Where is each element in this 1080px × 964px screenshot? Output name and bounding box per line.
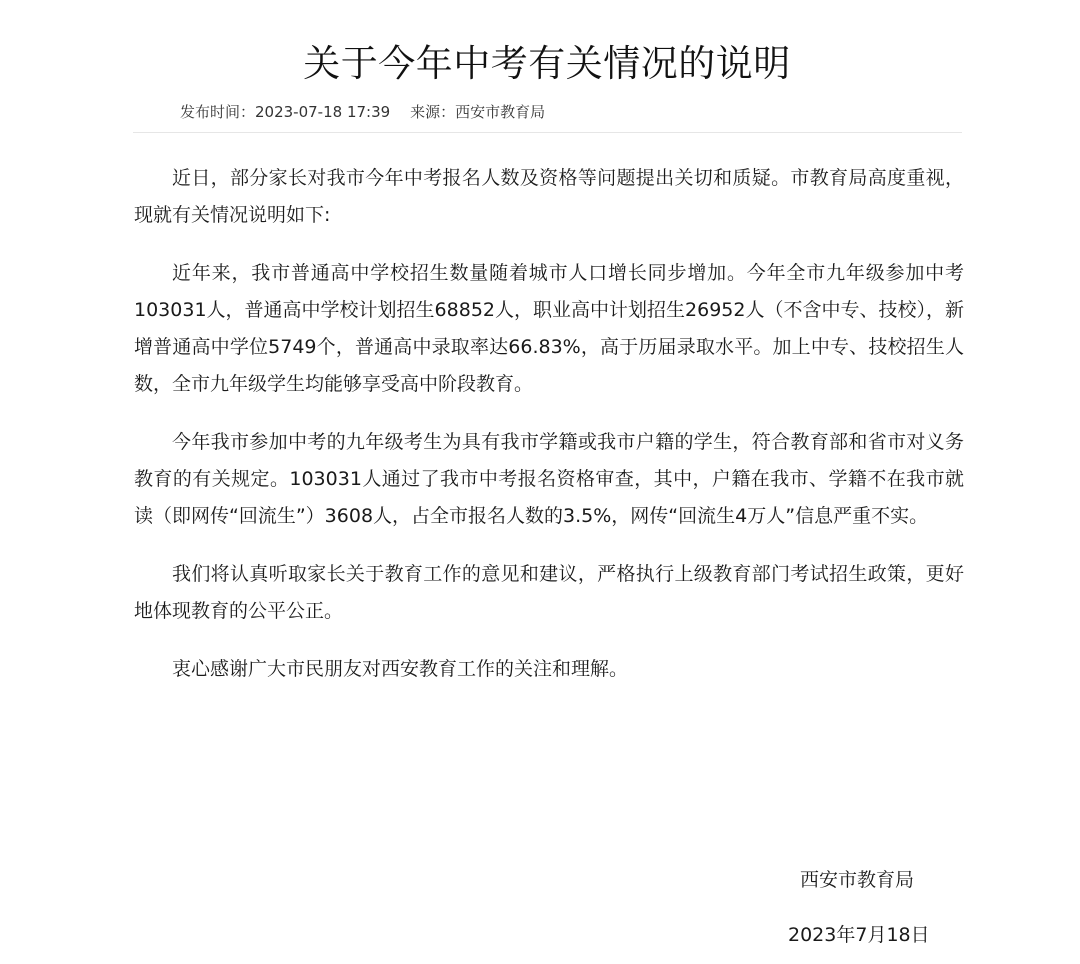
paragraph: 衷心感谢广大市民朋友对西安教育工作的关注和理解。 (172, 658, 629, 680)
article-body (134, 160, 964, 709)
paragraph: 近年来，我市普通高中学校招生数量随着城市人口增长同步增加。今年全市九年级参加中考103031人，普通高中学校计划招生68852人，职业高中计划招生26952人（不含中专、技校），新增普通高中学位5749个，普通高中录取率达66.83%，高于历届录取水平。加上中专、技校招生人数，全市九年级学生均能够享受高中阶段教育。 (134, 262, 964, 395)
paragraph: 今年我市参加中考的九年级考生为具有我市学籍或我市户籍的学生，符合教育部和省市对义务教育的有关规定。103031人通过了我市中考报名资格审查，其中，户籍在我市、学籍不在我市就读（即网传“回流生”）3608人，占全市报名人数的3.5%，网传“回流生4万人”信息严重不实。 (134, 431, 964, 527)
paragraph: 我们将认真听取家长关于教育工作的意见和建议，严格执行上级教育部门考试招生政策，更好地体现教育的公平公正。 (134, 563, 964, 622)
article-source: 来源：西安市教育局 (410, 103, 546, 121)
meta-divider (133, 132, 962, 133)
article-meta (180, 101, 545, 123)
paragraph: 近日，部分家长对我市今年中考报名人数及资格等问题提出关切和质疑。市教育局高度重视，现就有关情况说明如下: (134, 167, 964, 226)
page-title: 关于今年中考有关情况的说明 (303, 41, 791, 85)
signature-date: 2023年7月18日 (788, 924, 930, 946)
publish-time: 发布时间：2023-07-18 17:39 (180, 103, 391, 121)
signature: 西安市教育局 (800, 869, 915, 891)
